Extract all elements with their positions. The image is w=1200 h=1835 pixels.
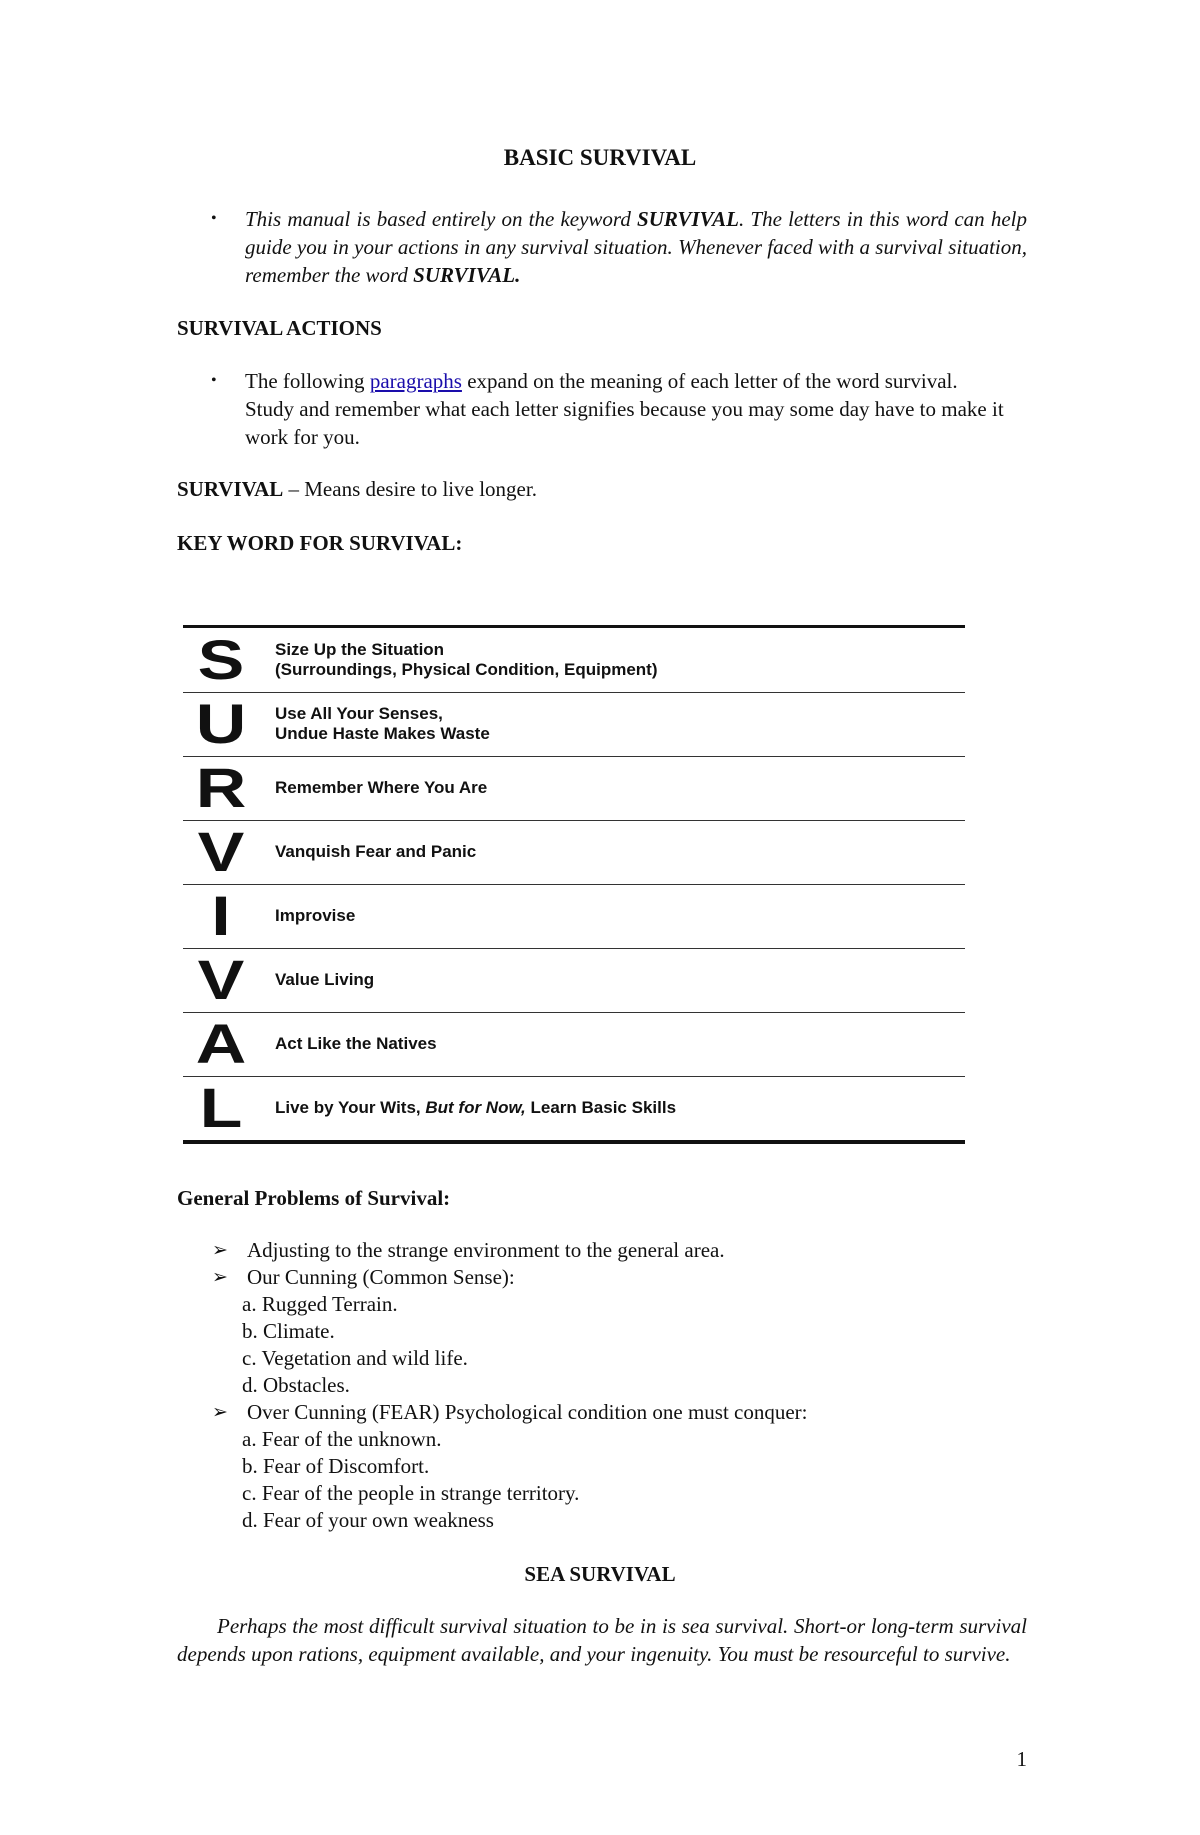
problem-text: Our Cunning (Common Sense): (247, 1265, 515, 1289)
acronym-description (275, 778, 487, 798)
acronym-line-2: Undue Haste Makes Waste (275, 724, 490, 743)
acronym-line-1: Vanquish Fear and Panic (275, 842, 477, 861)
acronym-letter: A (195, 1012, 247, 1075)
page-title: BASIC SURVIVAL (503, 145, 697, 170)
acronym-description (275, 1034, 437, 1054)
bullet-marker: • (211, 372, 217, 389)
acronym-letter: I (211, 884, 231, 947)
actions-before-link: The following (245, 369, 370, 393)
definition-term: SURVIVAL (177, 477, 284, 501)
problem-subitem: b. Fear of Discomfort. (242, 1454, 430, 1478)
arrow-bullet-icon: ➢ (212, 1240, 228, 1261)
survival-actions-heading: SURVIVAL ACTIONS (177, 316, 382, 340)
acronym-letter: U (195, 692, 247, 755)
acronym-line-1: Act Like the Natives (275, 1034, 437, 1053)
acronym-row (183, 948, 965, 1013)
acronym-line-1: Use All Your Senses, (275, 704, 443, 723)
page-number: 1 (1016, 1747, 1027, 1771)
definition-text: – Means desire to live longer. (283, 477, 537, 501)
problem-subitem: d. Fear of your own weakness (242, 1508, 494, 1532)
table-bottom-rule (183, 1140, 965, 1144)
keyword-survival-end: SURVIVAL. (413, 263, 521, 287)
acronym-letter: V (197, 948, 245, 1011)
acronym-description (275, 704, 490, 744)
acronym-description (275, 1098, 676, 1118)
key-word-heading: KEY WORD FOR SURVIVAL: (177, 531, 463, 555)
problem-subitem: a. Fear of the unknown. (242, 1427, 442, 1451)
acronym-line-1-start: Live by Your Wits, (275, 1098, 426, 1117)
intro-text (245, 205, 1027, 289)
survival-definition (177, 477, 537, 502)
actions-text (245, 367, 1005, 451)
problem-subitem: c. Vegetation and wild life. (242, 1346, 468, 1370)
problem-text: Adjusting to the strange environment to the general area. (247, 1238, 725, 1262)
acronym-letter: R (195, 756, 247, 819)
acronym-line-1 (275, 1098, 676, 1118)
problem-subitem: c. Fear of the people in strange territory. (242, 1481, 580, 1505)
intro-bullet (212, 205, 1027, 289)
acronym-row (183, 1012, 965, 1077)
acronym-row (183, 820, 965, 885)
acronym-line-1-emphasis: But for Now, (425, 1098, 526, 1117)
problem-subitem: d. Obstacles. (242, 1373, 350, 1397)
actions-after-link: expand on the meaning of each letter of the word survival. Study and remember what each letter signifies because you may some day have to make it work for you. (245, 369, 1004, 449)
intro-part1: This manual is based entirely on the keyword (245, 207, 638, 231)
problem-item (212, 1237, 808, 1264)
acronym-line-1: Value Living (275, 970, 375, 989)
actions-bullet (212, 367, 1027, 451)
acronym-row (183, 692, 965, 757)
acronym-row (183, 884, 965, 949)
acronym-line-1: Improvise (275, 906, 356, 925)
acronym-line-1: Remember Where You Are (275, 778, 488, 797)
acronym-row (183, 628, 965, 693)
acronym-row (183, 1076, 965, 1140)
acronym-line-1: Size Up the Situation (275, 640, 445, 659)
arrow-bullet-icon: ➢ (212, 1402, 228, 1423)
intro-part2: . The letters in this word can help guide you in your actions in any survival situation. Whenever faced with a survival situation, remember the word (245, 207, 1028, 287)
problem-item (212, 1264, 808, 1291)
bullet-marker: • (211, 210, 217, 227)
acronym-row (183, 756, 965, 821)
acronym-description (275, 640, 658, 680)
problems-list (212, 1237, 808, 1534)
acronym-letter: V (197, 820, 245, 883)
acronym-line-1-rest: Learn Basic Skills (525, 1098, 677, 1117)
acronym-description (275, 906, 355, 926)
arrow-bullet-icon: ➢ (212, 1267, 228, 1288)
problem-subitem: a. Rugged Terrain. (242, 1292, 398, 1316)
acronym-letter: S (197, 628, 245, 691)
acronym-letter: L (199, 1076, 243, 1139)
acronym-line-2: (Surroundings, Physical Condition, Equipment) (275, 660, 658, 679)
problem-text: Over Cunning (FEAR) Psychological condition one must conquer: (247, 1400, 808, 1424)
general-problems-heading: General Problems of Survival: (177, 1186, 451, 1210)
sea-survival-paragraph: Perhaps the most difficult survival situation to be in is sea survival. Short-or long-term survival depends upon rations, equipment available, and your ingenuity. You must be resourceful to survive. (177, 1614, 1027, 1666)
sea-survival-heading: SEA SURVIVAL (524, 1562, 676, 1586)
problem-subitem: b. Climate. (242, 1319, 335, 1343)
acronym-description (275, 842, 476, 862)
acronym-description (275, 970, 374, 990)
problem-item (212, 1399, 808, 1426)
paragraphs-link[interactable]: paragraphs (369, 369, 462, 393)
keyword-survival: SURVIVAL (637, 207, 739, 231)
